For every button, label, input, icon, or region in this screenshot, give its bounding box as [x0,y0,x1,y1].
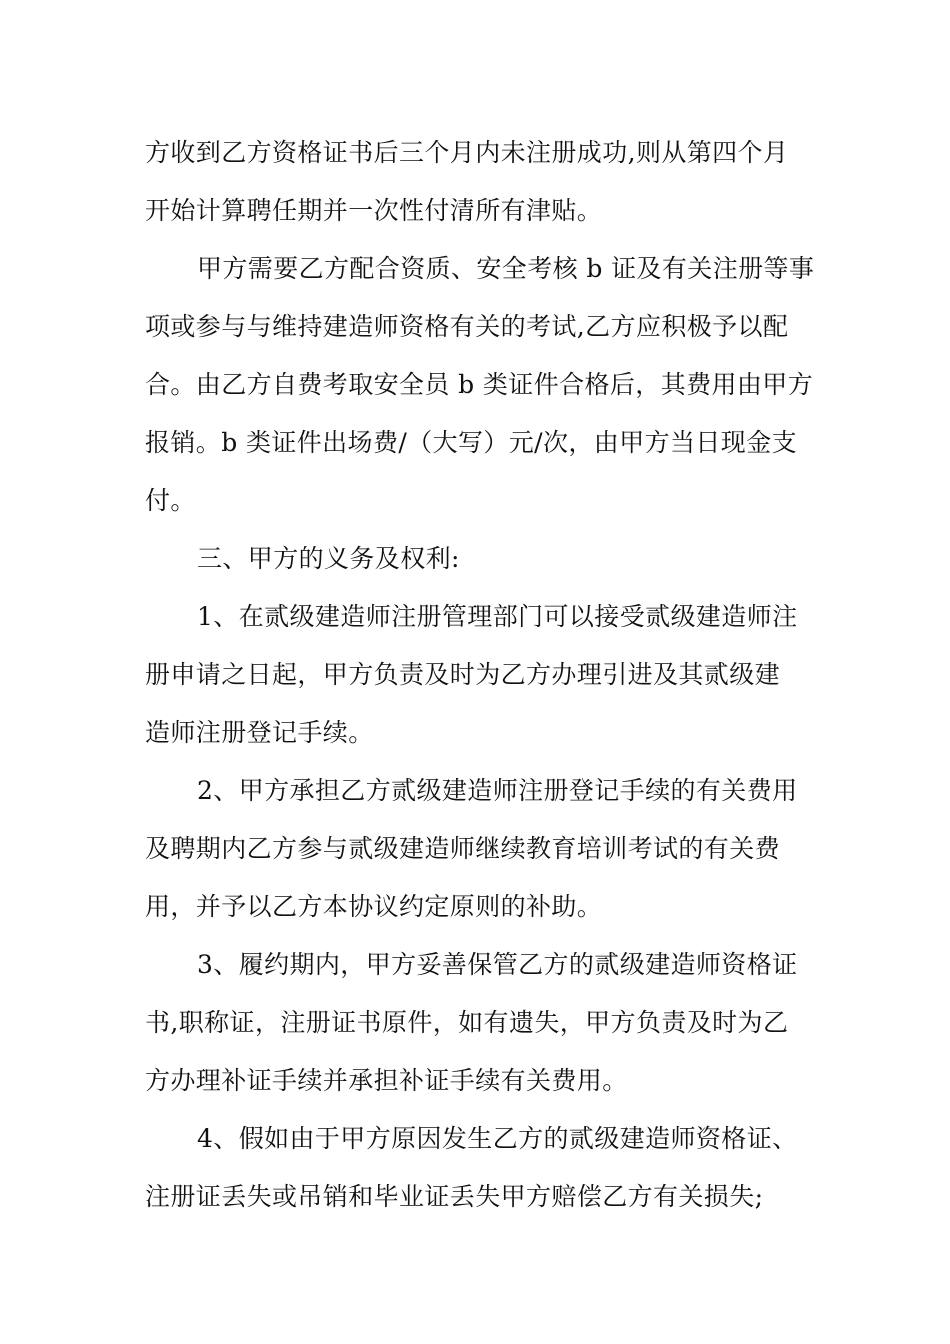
text-line: 方收到乙方资格证书后三个月内未注册成功,则从第四个月 [145,138,789,167]
text-line: 书,职称证，注册证书原件，如有遗失，甲方负责及时为乙 [145,1008,789,1037]
text-line: 及聘期内乙方参与贰级建造师继续教育培训考试的有关费 [145,834,781,863]
section-heading: 三、甲方的义务及权利: [197,544,460,573]
text-line: 1、在贰级建造师注册管理部门可以接受贰级建造师注 [197,602,798,631]
text-line: 用，并予以乙方本协议约定原则的补助。 [145,892,603,921]
text-line: 4、假如由于甲方原因发生乙方的贰级建造师资格证、 [197,1124,798,1153]
text-line: 甲方需要乙方配合资质、安全考核 b 证及有关注册等事 [197,254,815,283]
text-line: 项或参与与维持建造师资格有关的考试,乙方应积极予以配 [145,312,789,341]
text-line: 3、履约期内，甲方妥善保管乙方的贰级建造师资格证 [197,950,798,979]
document-body [145,124,815,1226]
text-line: 册申请之日起，甲方负责及时为乙方办理引进及其贰级建 [145,660,781,689]
text-line: 合。由乙方自费考取安全员 b 类证件合格后，其费用由甲方 [145,370,814,399]
text-line: 付。 [145,486,196,515]
text-line: 报销。b 类证件出场费/（大写）元/次，由甲方当日现金支 [145,428,797,457]
text-line: 开始计算聘任期并一次性付清所有津贴。 [145,196,603,225]
text-line: 方办理补证手续并承担补证手续有关费用。 [145,1066,628,1095]
text-line: 注册证丢失或吊销和毕业证丢失甲方赔偿乙方有关损失; [145,1182,764,1211]
text-line: 2、甲方承担乙方贰级建造师注册登记手续的有关费用 [197,776,798,805]
text-line: 造师注册登记手续。 [145,718,374,747]
